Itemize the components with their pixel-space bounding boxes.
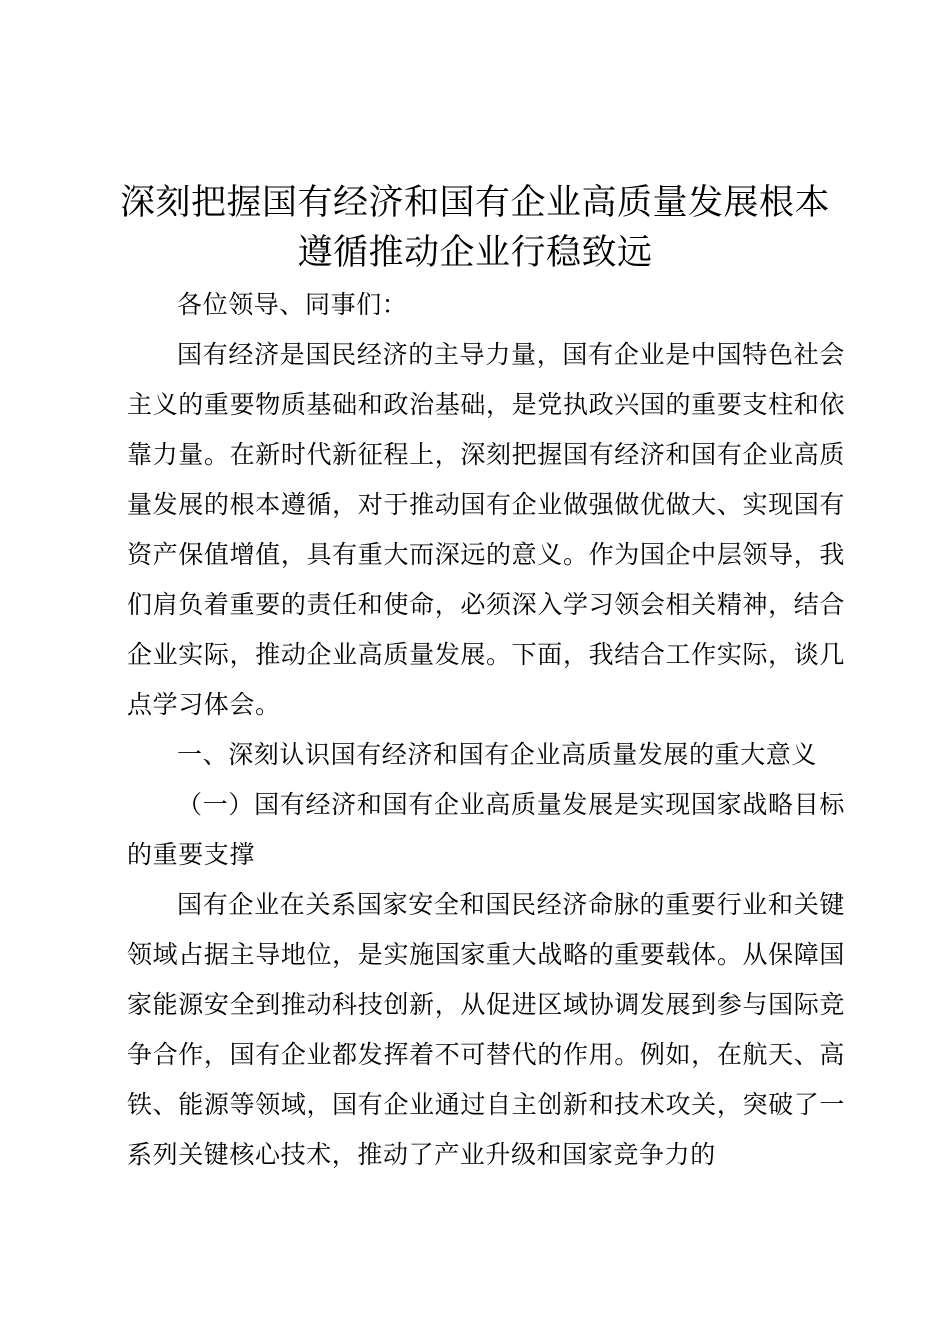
document-title: 深刻把握国有经济和国有企业高质量发展根本遵循推动企业行稳致远 (119, 183, 830, 273)
section-heading-1: 一、深刻认识国有经济和国有企业高质量发展的重大意义 (177, 740, 818, 769)
document-body (127, 280, 845, 1180)
greeting-line: 各位领导、同事们： (177, 290, 408, 319)
subsection-heading-1: （一）国有经济和国有企业高质量发展是实现国家战略目标的重要支撑 (127, 790, 845, 869)
intro-paragraph: 国有经济是国民经济的主导力量，国有企业是中国特色社会主义的重要物质基础和政治基础，是党执政兴国的重要支柱和依靠力量。在新时代新征程上，深刻把握国有经济和国有企业高质量发展的根本遵循，对于推动国有企业做强做优做大、实现国有资产保值增值，具有重大而深远的意义。作为国企中层领导，我们肩负着重要的责任和使命，必须深入学习领会相关精神，结合企业实际，推动企业高质量发展。下面，我结合工作实际，谈几点学习体会。 (127, 340, 845, 719)
body-paragraph: 国有企业在关系国家安全和国民经济命脉的重要行业和关键领域占据主导地位，是实施国家重大战略的重要载体。从保障国家能源安全到推动科技创新，从促进区域协调发展到参与国际竞争合作，国有企业都发挥着不可替代的作用。例如，在航天、高铁、能源等领域，国有企业通过自主创新和技术攻关，突破了一系列关键核心技术，推动了产业升级和国家竞争力的 (127, 890, 845, 1169)
